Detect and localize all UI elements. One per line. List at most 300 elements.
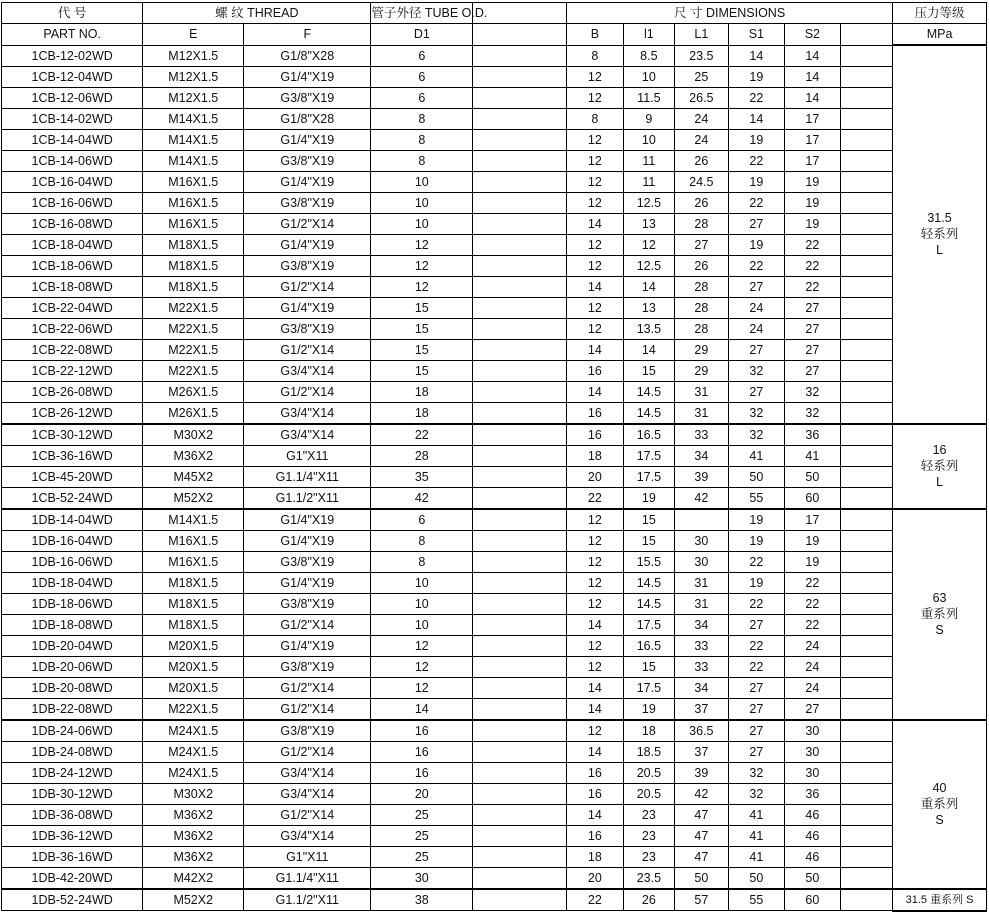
- thread-e-cell: M18X1.5: [143, 255, 244, 276]
- thread-e-cell: M20X1.5: [143, 635, 244, 656]
- blank-cell-2: [840, 867, 892, 889]
- blank-cell: [473, 509, 567, 531]
- dim-l1-lower-cell: 10: [623, 129, 674, 150]
- pressure-code: S: [935, 813, 944, 827]
- blank-cell-2: [840, 530, 892, 551]
- thread-e-cell: M22X1.5: [143, 339, 244, 360]
- part-no-cell: 1DB-18-08WD: [2, 614, 143, 635]
- table-row: [2, 129, 987, 150]
- dim-s2-cell: 17: [785, 150, 841, 171]
- dim-b-cell: 14: [567, 804, 624, 825]
- dim-l1-upper-cell: 33: [675, 635, 728, 656]
- dim-l1-lower-cell: 15.5: [623, 551, 674, 572]
- tube-od-cell: 12: [371, 276, 473, 297]
- dim-l1-upper-cell: 26: [675, 192, 728, 213]
- dim-b-cell: 16: [567, 424, 624, 446]
- blank-cell-2: [840, 656, 892, 677]
- dim-l1-lower-cell: 18.5: [623, 741, 674, 762]
- dim-b-cell: 12: [567, 530, 624, 551]
- tube-od-cell: 15: [371, 318, 473, 339]
- table-row: [2, 656, 987, 677]
- part-no-cell: 1DB-24-06WD: [2, 720, 143, 742]
- part-no-cell: 1DB-18-04WD: [2, 572, 143, 593]
- table-row: [2, 783, 987, 804]
- dim-l1-upper-cell: 57: [675, 889, 728, 911]
- header-thread: 螺 纹 THREAD: [143, 3, 371, 24]
- table-row: [2, 466, 987, 487]
- dim-s1-cell: 55: [728, 487, 785, 509]
- dim-l1-upper-cell: 31: [675, 572, 728, 593]
- part-no-cell: 1CB-22-04WD: [2, 297, 143, 318]
- dim-s1-cell: 32: [728, 402, 785, 424]
- thread-e-cell: M22X1.5: [143, 360, 244, 381]
- dim-l1-upper-cell: 30: [675, 530, 728, 551]
- dim-s1-cell: 32: [728, 783, 785, 804]
- dim-l1-lower-cell: 18: [623, 720, 674, 742]
- blank-cell-2: [840, 804, 892, 825]
- table-row: [2, 487, 987, 509]
- thread-f-cell: G1/4"X19: [244, 530, 371, 551]
- dim-b-cell: 12: [567, 150, 624, 171]
- dim-s2-cell: 22: [785, 593, 841, 614]
- blank-cell: [473, 698, 567, 720]
- header-b: B: [567, 24, 624, 46]
- dim-l1-upper-cell: 27: [675, 234, 728, 255]
- dim-l1-lower-cell: 17.5: [623, 677, 674, 698]
- dim-l1-upper-cell: 24.5: [675, 171, 728, 192]
- tube-od-cell: 10: [371, 171, 473, 192]
- thread-e-cell: M26X1.5: [143, 402, 244, 424]
- dim-l1-lower-cell: 23.5: [623, 867, 674, 889]
- dim-s1-cell: 22: [728, 656, 785, 677]
- thread-e-cell: M16X1.5: [143, 213, 244, 234]
- dim-s1-cell: 32: [728, 360, 785, 381]
- dim-b-cell: 12: [567, 66, 624, 87]
- blank-cell: [473, 466, 567, 487]
- blank-cell: [473, 825, 567, 846]
- tube-od-cell: 12: [371, 656, 473, 677]
- dim-s2-cell: 24: [785, 656, 841, 677]
- thread-e-cell: M16X1.5: [143, 530, 244, 551]
- dim-s2-cell: 24: [785, 635, 841, 656]
- thread-f-cell: G3/4"X14: [244, 402, 371, 424]
- thread-e-cell: M20X1.5: [143, 656, 244, 677]
- dim-s1-cell: 14: [728, 45, 785, 66]
- dim-l1-lower-cell: 14.5: [623, 593, 674, 614]
- dim-l1-upper-cell: 31: [675, 381, 728, 402]
- blank-cell: [473, 171, 567, 192]
- thread-f-cell: G1/4"X19: [244, 635, 371, 656]
- blank-cell: [473, 445, 567, 466]
- blank-cell-2: [840, 698, 892, 720]
- dim-l1-upper-cell: 31: [675, 402, 728, 424]
- blank-cell: [473, 66, 567, 87]
- dim-l1-lower-cell: 8.5: [623, 45, 674, 66]
- dim-s1-cell: 27: [728, 213, 785, 234]
- thread-e-cell: M24X1.5: [143, 741, 244, 762]
- dim-s1-cell: 19: [728, 509, 785, 531]
- blank-cell: [473, 234, 567, 255]
- dim-l1-lower-cell: 20.5: [623, 762, 674, 783]
- blank-cell: [473, 339, 567, 360]
- table-row: [2, 318, 987, 339]
- thread-e-cell: M12X1.5: [143, 45, 244, 66]
- dim-s2-cell: 24: [785, 677, 841, 698]
- part-no-cell: 1CB-14-02WD: [2, 108, 143, 129]
- tube-od-cell: 12: [371, 677, 473, 698]
- dim-l1-upper-cell: 37: [675, 741, 728, 762]
- dim-b-cell: 16: [567, 825, 624, 846]
- dim-s2-cell: 19: [785, 192, 841, 213]
- blank-cell-2: [840, 87, 892, 108]
- tube-od-cell: 8: [371, 150, 473, 171]
- thread-f-cell: G3/4"X14: [244, 424, 371, 446]
- dim-b-cell: 12: [567, 192, 624, 213]
- header-mpa: MPa: [893, 24, 987, 46]
- thread-e-cell: M52X2: [143, 487, 244, 509]
- blank-cell-2: [840, 381, 892, 402]
- blank-cell-2: [840, 572, 892, 593]
- pressure-grade-cell: [893, 720, 987, 889]
- table-row: [2, 108, 987, 129]
- tube-od-cell: 12: [371, 234, 473, 255]
- dim-l1-lower-cell: 14.5: [623, 572, 674, 593]
- dim-s1-cell: 27: [728, 741, 785, 762]
- dim-l1-lower-cell: 14: [623, 276, 674, 297]
- blank-cell: [473, 192, 567, 213]
- table-row: [2, 297, 987, 318]
- thread-f-cell: G3/8"X19: [244, 255, 371, 276]
- dim-l1-lower-cell: 23: [623, 846, 674, 867]
- pressure-series: 重系列: [920, 607, 959, 621]
- thread-e-cell: M24X1.5: [143, 720, 244, 742]
- dim-l1-upper-cell: 24: [675, 108, 728, 129]
- blank-cell-2: [840, 487, 892, 509]
- dim-s1-cell: 41: [728, 445, 785, 466]
- part-no-cell: 1DB-36-08WD: [2, 804, 143, 825]
- blank-cell: [473, 381, 567, 402]
- table-body: [2, 45, 987, 911]
- dim-b-cell: 14: [567, 339, 624, 360]
- part-no-cell: 1CB-22-06WD: [2, 318, 143, 339]
- dim-s1-cell: 19: [728, 234, 785, 255]
- tube-od-cell: 10: [371, 192, 473, 213]
- thread-e-cell: M12X1.5: [143, 66, 244, 87]
- part-no-cell: 1DB-24-12WD: [2, 762, 143, 783]
- thread-f-cell: G3/8"X19: [244, 551, 371, 572]
- dim-l1-lower-cell: 23: [623, 804, 674, 825]
- dim-s2-cell: 19: [785, 530, 841, 551]
- blank-cell: [473, 635, 567, 656]
- tube-od-cell: 8: [371, 129, 473, 150]
- dim-s1-cell: 19: [728, 66, 785, 87]
- blank-cell-2: [840, 339, 892, 360]
- thread-f-cell: G1"X11: [244, 445, 371, 466]
- thread-f-cell: G1/2"X14: [244, 677, 371, 698]
- thread-f-cell: G3/8"X19: [244, 656, 371, 677]
- header-row-1: [2, 3, 987, 24]
- dim-s1-cell: 41: [728, 825, 785, 846]
- thread-f-cell: G1.1/2"X11: [244, 487, 371, 509]
- dim-l1-lower-cell: 14.5: [623, 381, 674, 402]
- thread-f-cell: G3/8"X19: [244, 150, 371, 171]
- dim-s2-cell: 14: [785, 87, 841, 108]
- dim-b-cell: 14: [567, 213, 624, 234]
- thread-e-cell: M14X1.5: [143, 129, 244, 150]
- blank-cell: [473, 656, 567, 677]
- dim-l1-lower-cell: 19: [623, 487, 674, 509]
- thread-e-cell: M18X1.5: [143, 234, 244, 255]
- table-row: [2, 593, 987, 614]
- thread-f-cell: G3/8"X19: [244, 593, 371, 614]
- part-no-cell: 1DB-36-16WD: [2, 846, 143, 867]
- dim-l1-upper-cell: 47: [675, 825, 728, 846]
- blank-cell-2: [840, 318, 892, 339]
- blank-cell: [473, 804, 567, 825]
- table-row: [2, 720, 987, 742]
- dim-l1-upper-cell: 34: [675, 445, 728, 466]
- thread-f-cell: G1/2"X14: [244, 276, 371, 297]
- tube-od-cell: 10: [371, 614, 473, 635]
- part-no-cell: 1CB-12-02WD: [2, 45, 143, 66]
- blank-cell: [473, 213, 567, 234]
- dim-l1-lower-cell: 17.5: [623, 614, 674, 635]
- table-row: [2, 551, 987, 572]
- dim-l1-upper-cell: 39: [675, 762, 728, 783]
- dim-l1-upper-cell: 23.5: [675, 45, 728, 66]
- blank-cell: [473, 424, 567, 446]
- thread-f-cell: G3/4"X14: [244, 360, 371, 381]
- thread-e-cell: M36X2: [143, 445, 244, 466]
- thread-e-cell: M52X2: [143, 889, 244, 911]
- dim-s2-cell: 32: [785, 381, 841, 402]
- dim-s2-cell: 17: [785, 509, 841, 531]
- thread-f-cell: G1/2"X14: [244, 614, 371, 635]
- dim-s1-cell: 22: [728, 87, 785, 108]
- dim-l1-upper-cell: 50: [675, 867, 728, 889]
- tube-od-cell: 42: [371, 487, 473, 509]
- dim-l1-upper-cell: 39: [675, 466, 728, 487]
- table-row: [2, 614, 987, 635]
- tube-od-cell: 6: [371, 87, 473, 108]
- tube-od-cell: 25: [371, 825, 473, 846]
- dim-l1-lower-cell: 16.5: [623, 635, 674, 656]
- table-row: [2, 530, 987, 551]
- blank-cell: [473, 572, 567, 593]
- dim-s1-cell: 41: [728, 846, 785, 867]
- dim-l1-lower-cell: 11: [623, 171, 674, 192]
- thread-e-cell: M16X1.5: [143, 171, 244, 192]
- blank-cell: [473, 297, 567, 318]
- blank-cell-2: [840, 171, 892, 192]
- dim-s2-cell: 46: [785, 825, 841, 846]
- blank-cell-2: [840, 889, 892, 911]
- thread-f-cell: G3/4"X14: [244, 825, 371, 846]
- thread-e-cell: M36X2: [143, 804, 244, 825]
- table-row: [2, 381, 987, 402]
- part-no-cell: 1CB-18-06WD: [2, 255, 143, 276]
- dim-l1-upper-cell: 28: [675, 276, 728, 297]
- dim-s2-cell: 30: [785, 762, 841, 783]
- table-row: [2, 635, 987, 656]
- blank-cell-2: [840, 255, 892, 276]
- dim-l1-lower-cell: 20.5: [623, 783, 674, 804]
- thread-f-cell: G1/4"X19: [244, 234, 371, 255]
- table-row: [2, 677, 987, 698]
- dim-s2-cell: 50: [785, 466, 841, 487]
- tube-od-cell: 12: [371, 635, 473, 656]
- blank-cell: [473, 45, 567, 66]
- dim-b-cell: 14: [567, 276, 624, 297]
- tube-od-cell: 30: [371, 867, 473, 889]
- thread-f-cell: G1/2"X14: [244, 381, 371, 402]
- pressure-series: 轻系列: [920, 227, 959, 242]
- blank-cell-2: [840, 593, 892, 614]
- header-part-cn: 代 号: [2, 3, 143, 24]
- pressure-code: S: [935, 623, 944, 637]
- dim-l1-lower-cell: 17.5: [623, 466, 674, 487]
- dim-s1-cell: 27: [728, 381, 785, 402]
- header-e: E: [143, 24, 244, 46]
- thread-e-cell: M18X1.5: [143, 614, 244, 635]
- dim-b-cell: 22: [567, 889, 624, 911]
- part-no-cell: 1DB-30-12WD: [2, 783, 143, 804]
- dim-l1-upper-cell: 26: [675, 255, 728, 276]
- thread-f-cell: G1/8"X28: [244, 45, 371, 66]
- thread-f-cell: G1.1/4"X11: [244, 867, 371, 889]
- dim-l1-lower-cell: 14: [623, 339, 674, 360]
- part-no-cell: 1CB-52-24WD: [2, 487, 143, 509]
- tube-od-cell: 22: [371, 424, 473, 446]
- table-row: [2, 339, 987, 360]
- dim-l1-upper-cell: 28: [675, 297, 728, 318]
- dim-l1-upper-cell: 34: [675, 677, 728, 698]
- dim-l1-upper-cell: 30: [675, 551, 728, 572]
- blank-cell: [473, 741, 567, 762]
- thread-f-cell: G1/2"X14: [244, 213, 371, 234]
- dim-l1-lower-cell: 11: [623, 150, 674, 171]
- part-no-cell: 1DB-22-08WD: [2, 698, 143, 720]
- tube-od-cell: 8: [371, 551, 473, 572]
- tube-od-cell: 14: [371, 698, 473, 720]
- table-row: [2, 762, 987, 783]
- dim-l1-lower-cell: 10: [623, 66, 674, 87]
- blank-cell: [473, 593, 567, 614]
- tube-od-cell: 12: [371, 255, 473, 276]
- thread-e-cell: M18X1.5: [143, 572, 244, 593]
- tube-od-cell: 38: [371, 889, 473, 911]
- thread-e-cell: M14X1.5: [143, 108, 244, 129]
- part-no-cell: 1CB-18-08WD: [2, 276, 143, 297]
- dim-l1-upper-cell: 33: [675, 656, 728, 677]
- dim-l1-upper-cell: 29: [675, 339, 728, 360]
- tube-od-cell: 15: [371, 339, 473, 360]
- blank-cell: [473, 846, 567, 867]
- dim-s1-cell: 24: [728, 318, 785, 339]
- blank-cell: [473, 487, 567, 509]
- thread-f-cell: G3/4"X14: [244, 762, 371, 783]
- tube-od-cell: 6: [371, 509, 473, 531]
- table-row: [2, 445, 987, 466]
- thread-f-cell: G3/8"X19: [244, 192, 371, 213]
- part-no-cell: 1CB-45-20WD: [2, 466, 143, 487]
- dim-s1-cell: 27: [728, 698, 785, 720]
- dim-l1-lower-cell: 15: [623, 656, 674, 677]
- table-row: [2, 846, 987, 867]
- table-row: [2, 45, 987, 66]
- tube-od-cell: 25: [371, 804, 473, 825]
- dim-b-cell: 12: [567, 297, 624, 318]
- blank-cell: [473, 677, 567, 698]
- table-row: [2, 402, 987, 424]
- dim-s2-cell: 30: [785, 720, 841, 742]
- dim-s2-cell: 22: [785, 255, 841, 276]
- blank-cell-2: [840, 108, 892, 129]
- dim-s2-cell: 30: [785, 741, 841, 762]
- dim-s1-cell: 32: [728, 762, 785, 783]
- thread-e-cell: M24X1.5: [143, 762, 244, 783]
- pressure-mpa: 31.5: [927, 211, 952, 226]
- dim-b-cell: 16: [567, 360, 624, 381]
- thread-f-cell: G1.1/4"X11: [244, 466, 371, 487]
- part-no-cell: 1DB-20-06WD: [2, 656, 143, 677]
- thread-e-cell: M36X2: [143, 825, 244, 846]
- tube-od-cell: 8: [371, 108, 473, 129]
- dim-s2-cell: 60: [785, 889, 841, 911]
- dim-s1-cell: 50: [728, 867, 785, 889]
- part-no-cell: 1CB-36-16WD: [2, 445, 143, 466]
- dim-s2-cell: 50: [785, 867, 841, 889]
- dim-s1-cell: 19: [728, 129, 785, 150]
- dim-s1-cell: 19: [728, 530, 785, 551]
- pressure-mpa: 16: [932, 443, 947, 457]
- thread-e-cell: M30X2: [143, 424, 244, 446]
- thread-f-cell: G1/2"X14: [244, 698, 371, 720]
- thread-e-cell: M22X1.5: [143, 318, 244, 339]
- dim-s1-cell: 32: [728, 424, 785, 446]
- dim-b-cell: 12: [567, 551, 624, 572]
- tube-od-cell: 10: [371, 213, 473, 234]
- dim-b-cell: 20: [567, 466, 624, 487]
- dim-s2-cell: 17: [785, 108, 841, 129]
- dim-s1-cell: 27: [728, 339, 785, 360]
- dim-l1-lower-cell: 23: [623, 825, 674, 846]
- table-row: [2, 741, 987, 762]
- blank-cell-2: [840, 66, 892, 87]
- table-row: [2, 360, 987, 381]
- dim-s1-cell: 22: [728, 593, 785, 614]
- dim-l1-lower-cell: 16.5: [623, 424, 674, 446]
- thread-f-cell: G3/8"X19: [244, 318, 371, 339]
- dim-b-cell: 16: [567, 783, 624, 804]
- pressure-grade-cell: [893, 509, 987, 720]
- tube-od-cell: 6: [371, 66, 473, 87]
- dim-l1-upper-cell: 24: [675, 129, 728, 150]
- table-row: [2, 66, 987, 87]
- dim-s2-cell: 22: [785, 614, 841, 635]
- dim-l1-lower-cell: 14.5: [623, 402, 674, 424]
- dim-s2-cell: 46: [785, 804, 841, 825]
- blank-cell-2: [840, 846, 892, 867]
- thread-e-cell: M20X1.5: [143, 677, 244, 698]
- thread-f-cell: G1/4"X19: [244, 66, 371, 87]
- part-no-cell: 1DB-24-08WD: [2, 741, 143, 762]
- part-no-cell: 1CB-18-04WD: [2, 234, 143, 255]
- thread-f-cell: G3/4"X14: [244, 783, 371, 804]
- dim-l1-upper-cell: 47: [675, 804, 728, 825]
- thread-f-cell: G1/4"X19: [244, 572, 371, 593]
- dim-s2-cell: 60: [785, 487, 841, 509]
